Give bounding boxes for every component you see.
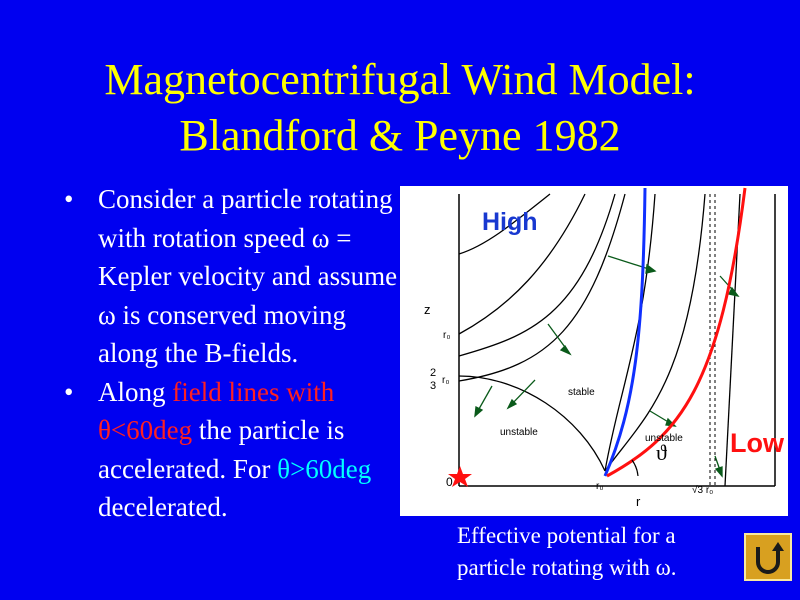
bullet-list <box>58 180 398 527</box>
label-unstable-right: unstable <box>645 433 683 444</box>
bullet-2-middle: the particle is accelerated. For <box>98 415 345 484</box>
tick-z-three: 3 <box>430 380 437 392</box>
tick-z-two: 2 <box>430 367 437 379</box>
origin-label: 0 <box>446 475 453 489</box>
axis-z-label: z <box>424 302 431 317</box>
bullet-dot-icon: • <box>64 376 74 407</box>
axis-r-label: r <box>636 494 641 509</box>
theta-label: ϑ <box>656 440 667 465</box>
tick-r0: r₀ <box>596 481 604 492</box>
caption-line-1: Effective potential for a <box>457 523 676 548</box>
label-high: High <box>482 208 538 236</box>
theta-arc <box>632 460 638 476</box>
tick-z-r0: r₀ <box>443 330 451 341</box>
tick-sqrt3: √3 r₀ <box>692 485 714 496</box>
label-unstable-left: unstable <box>500 427 538 438</box>
title-line-1: Magnetocentrifugal Wind Model: <box>104 55 696 104</box>
figure-caption <box>457 520 757 584</box>
title-line-2: Blandford & Peyne 1982 <box>179 111 621 160</box>
caption-line-2: particle rotating with ω. <box>457 555 677 580</box>
bullet-text-1: Consider a particle rotating with rotation speed ω = Kepler velocity and assume ω is conserved moving along the B-fields. <box>98 184 398 368</box>
bullet-item-2 <box>58 373 398 527</box>
effective-potential-figure <box>400 186 788 516</box>
bullet-dot-icon: • <box>64 184 74 214</box>
figure-svg <box>400 186 788 516</box>
bullet-2-suffix: decelerated. <box>98 492 228 522</box>
bullet-2-red-text: field lines with θ<60deg <box>98 376 335 445</box>
bullet-2-cyan-text: θ>60deg <box>277 453 372 484</box>
blue-field-line <box>605 188 645 476</box>
return-button[interactable] <box>744 533 792 581</box>
u-turn-arrow-icon <box>746 535 790 579</box>
bullet-item-1 <box>58 180 398 373</box>
label-low: Low <box>730 428 784 458</box>
bullet-2-prefix: Along <box>98 376 173 407</box>
label-stable: stable <box>568 387 595 398</box>
slide-title <box>0 52 800 164</box>
tick-z-r0b: r₀ <box>442 375 450 386</box>
